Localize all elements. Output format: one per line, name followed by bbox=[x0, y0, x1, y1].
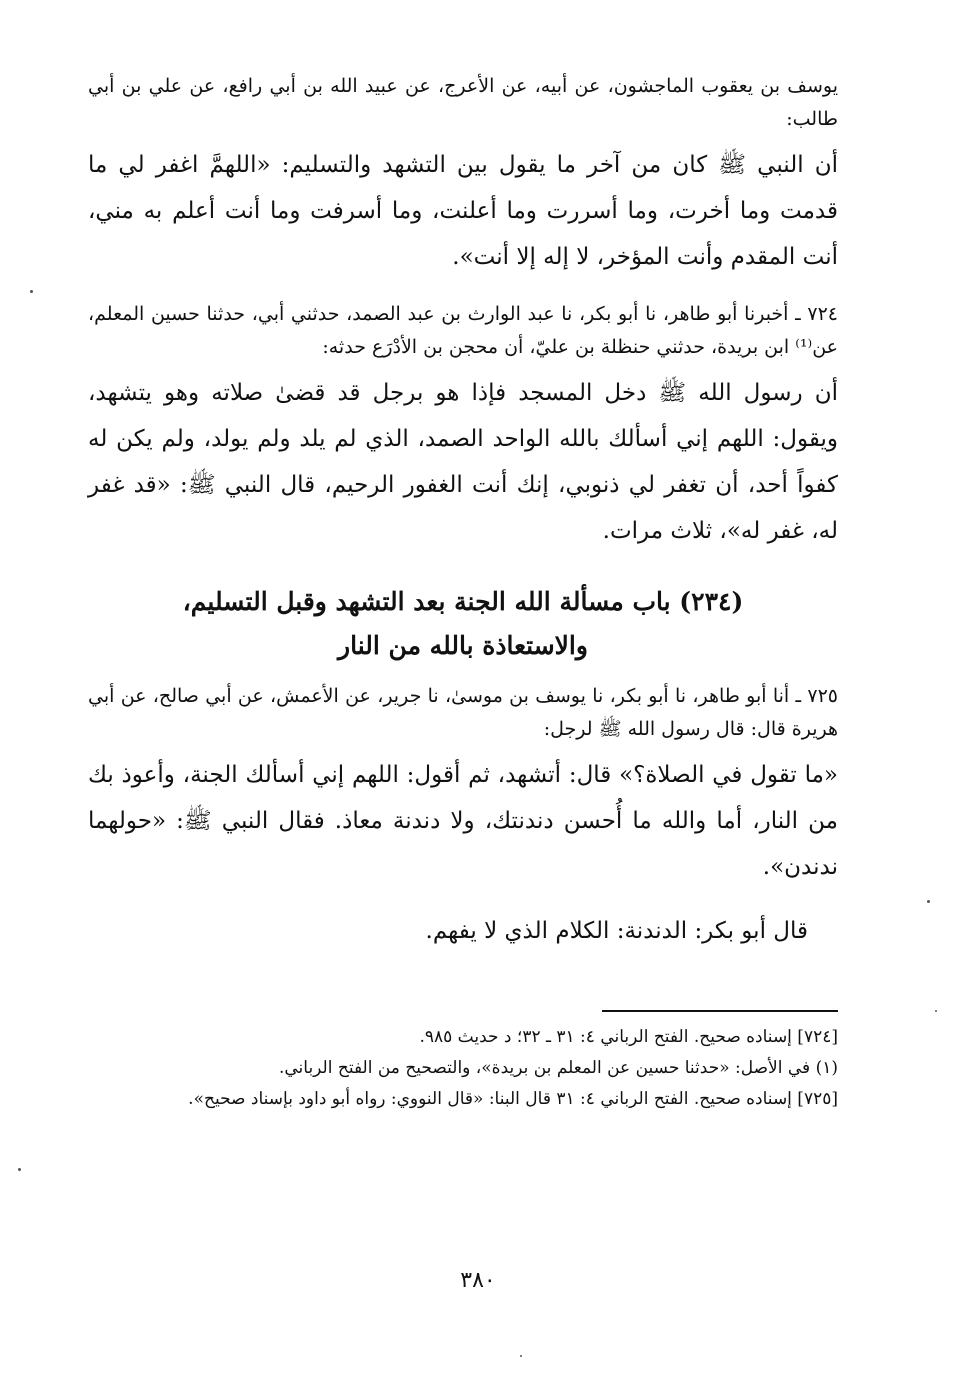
footnote-separator bbox=[602, 1010, 838, 1012]
scan-speck bbox=[927, 900, 930, 903]
footnote-725: [٧٢٥] إسناده صحيح. الفتح الرباني ٤: ٣١ قال البنا: «قال النووي: رواه أبو داود بإسناد صحيح». bbox=[188, 1089, 838, 1109]
scan-speck bbox=[18, 1168, 21, 1171]
scan-speck bbox=[30, 290, 33, 293]
chapter-heading bbox=[88, 580, 838, 668]
hadith-text-724: أن رسول الله ﷺ دخل المسجد فإذا هو برجل قد قضىٰ صلاته وهو يتشهد، ويقول: اللهم إني أسألك بالله الواحد الصمد، الذي لم يلد ولم يولد، ولم يكن له كفواً أحد، أن تغفر لي ذنوبي، إنك أنت الغفور الرحيم، قال النبي ﷺ: «قد غفر له، غفر له»، ثلاث مرات. bbox=[88, 380, 838, 544]
footnote-1: (١) في الأصل: «حدثنا حسين عن المعلم بن بريدة»، والتصحيح من الفتح الرباني. bbox=[278, 1058, 838, 1078]
hadith-text-723: أن النبي ﷺ كان من آخر ما يقول بين التشهد والتسليم: «اللهمَّ اغفر لي ما قدمت وما أخرت، وما أسررت وما أعلنت، وما أسرفت وما أنت أعلم به مني، أنت المقدم وأنت المؤخر، لا إله إلا أنت». bbox=[88, 152, 838, 270]
scan-speck bbox=[935, 1010, 937, 1012]
chapter-heading-line-1: (٢٣٤) باب مسألة الله الجنة بعد التشهد وقبل التسليم، bbox=[182, 587, 744, 616]
footnote-724: [٧٢٤] إسناده صحيح. الفتح الرباني ٤: ٣١ ـ ٣٢؛ د حديث ٩٨٥. bbox=[419, 1027, 838, 1047]
chapter-heading-line-2: والاستعاذة بالله من النار bbox=[338, 631, 588, 660]
isnad-paragraph-724: ٧٢٤ ـ أخبرنا أبو طاهر، نا أبو بكر، نا عبد الوارث بن عبد الصمد، حدثني أبي، حدثنا حسين المعلم، عن⁽¹⁾ ابن بريدة، حدثني حنظلة بن عليّ، أن محجن بن الأدْرَع حدثه: bbox=[88, 303, 838, 358]
isnad-paragraph-continued: يوسف بن يعقوب الماجشون، عن أبيه، عن الأعرج، عن عبيد الله بن أبي رافع، عن علي بن أبي طالب: bbox=[88, 75, 838, 130]
author-comment: قال أبو بكر: الدندنة: الكلام الذي لا يفهم. bbox=[425, 918, 808, 944]
hadith-text-725: «ما تقول في الصلاة؟» قال: أتشهد، ثم أقول: اللهم إني أسألك الجنة، وأعوذ بك من النار، أما والله ما أُحسن دندنتك، ولا دندنة معاذ. فقال النبي ﷺ: «حولهما ندندن». bbox=[88, 762, 838, 880]
page-number: ٣٨٠ bbox=[460, 1268, 496, 1293]
isnad-paragraph-725: ٧٢٥ ـ أنا أبو طاهر، نا أبو بكر، نا يوسف بن موسىٰ، نا جرير، عن الأعمش، عن أبي صالح، عن أبي هريرة قال: قال رسول الله ﷺ لرجل: bbox=[88, 685, 838, 740]
scan-speck bbox=[520, 1355, 522, 1357]
